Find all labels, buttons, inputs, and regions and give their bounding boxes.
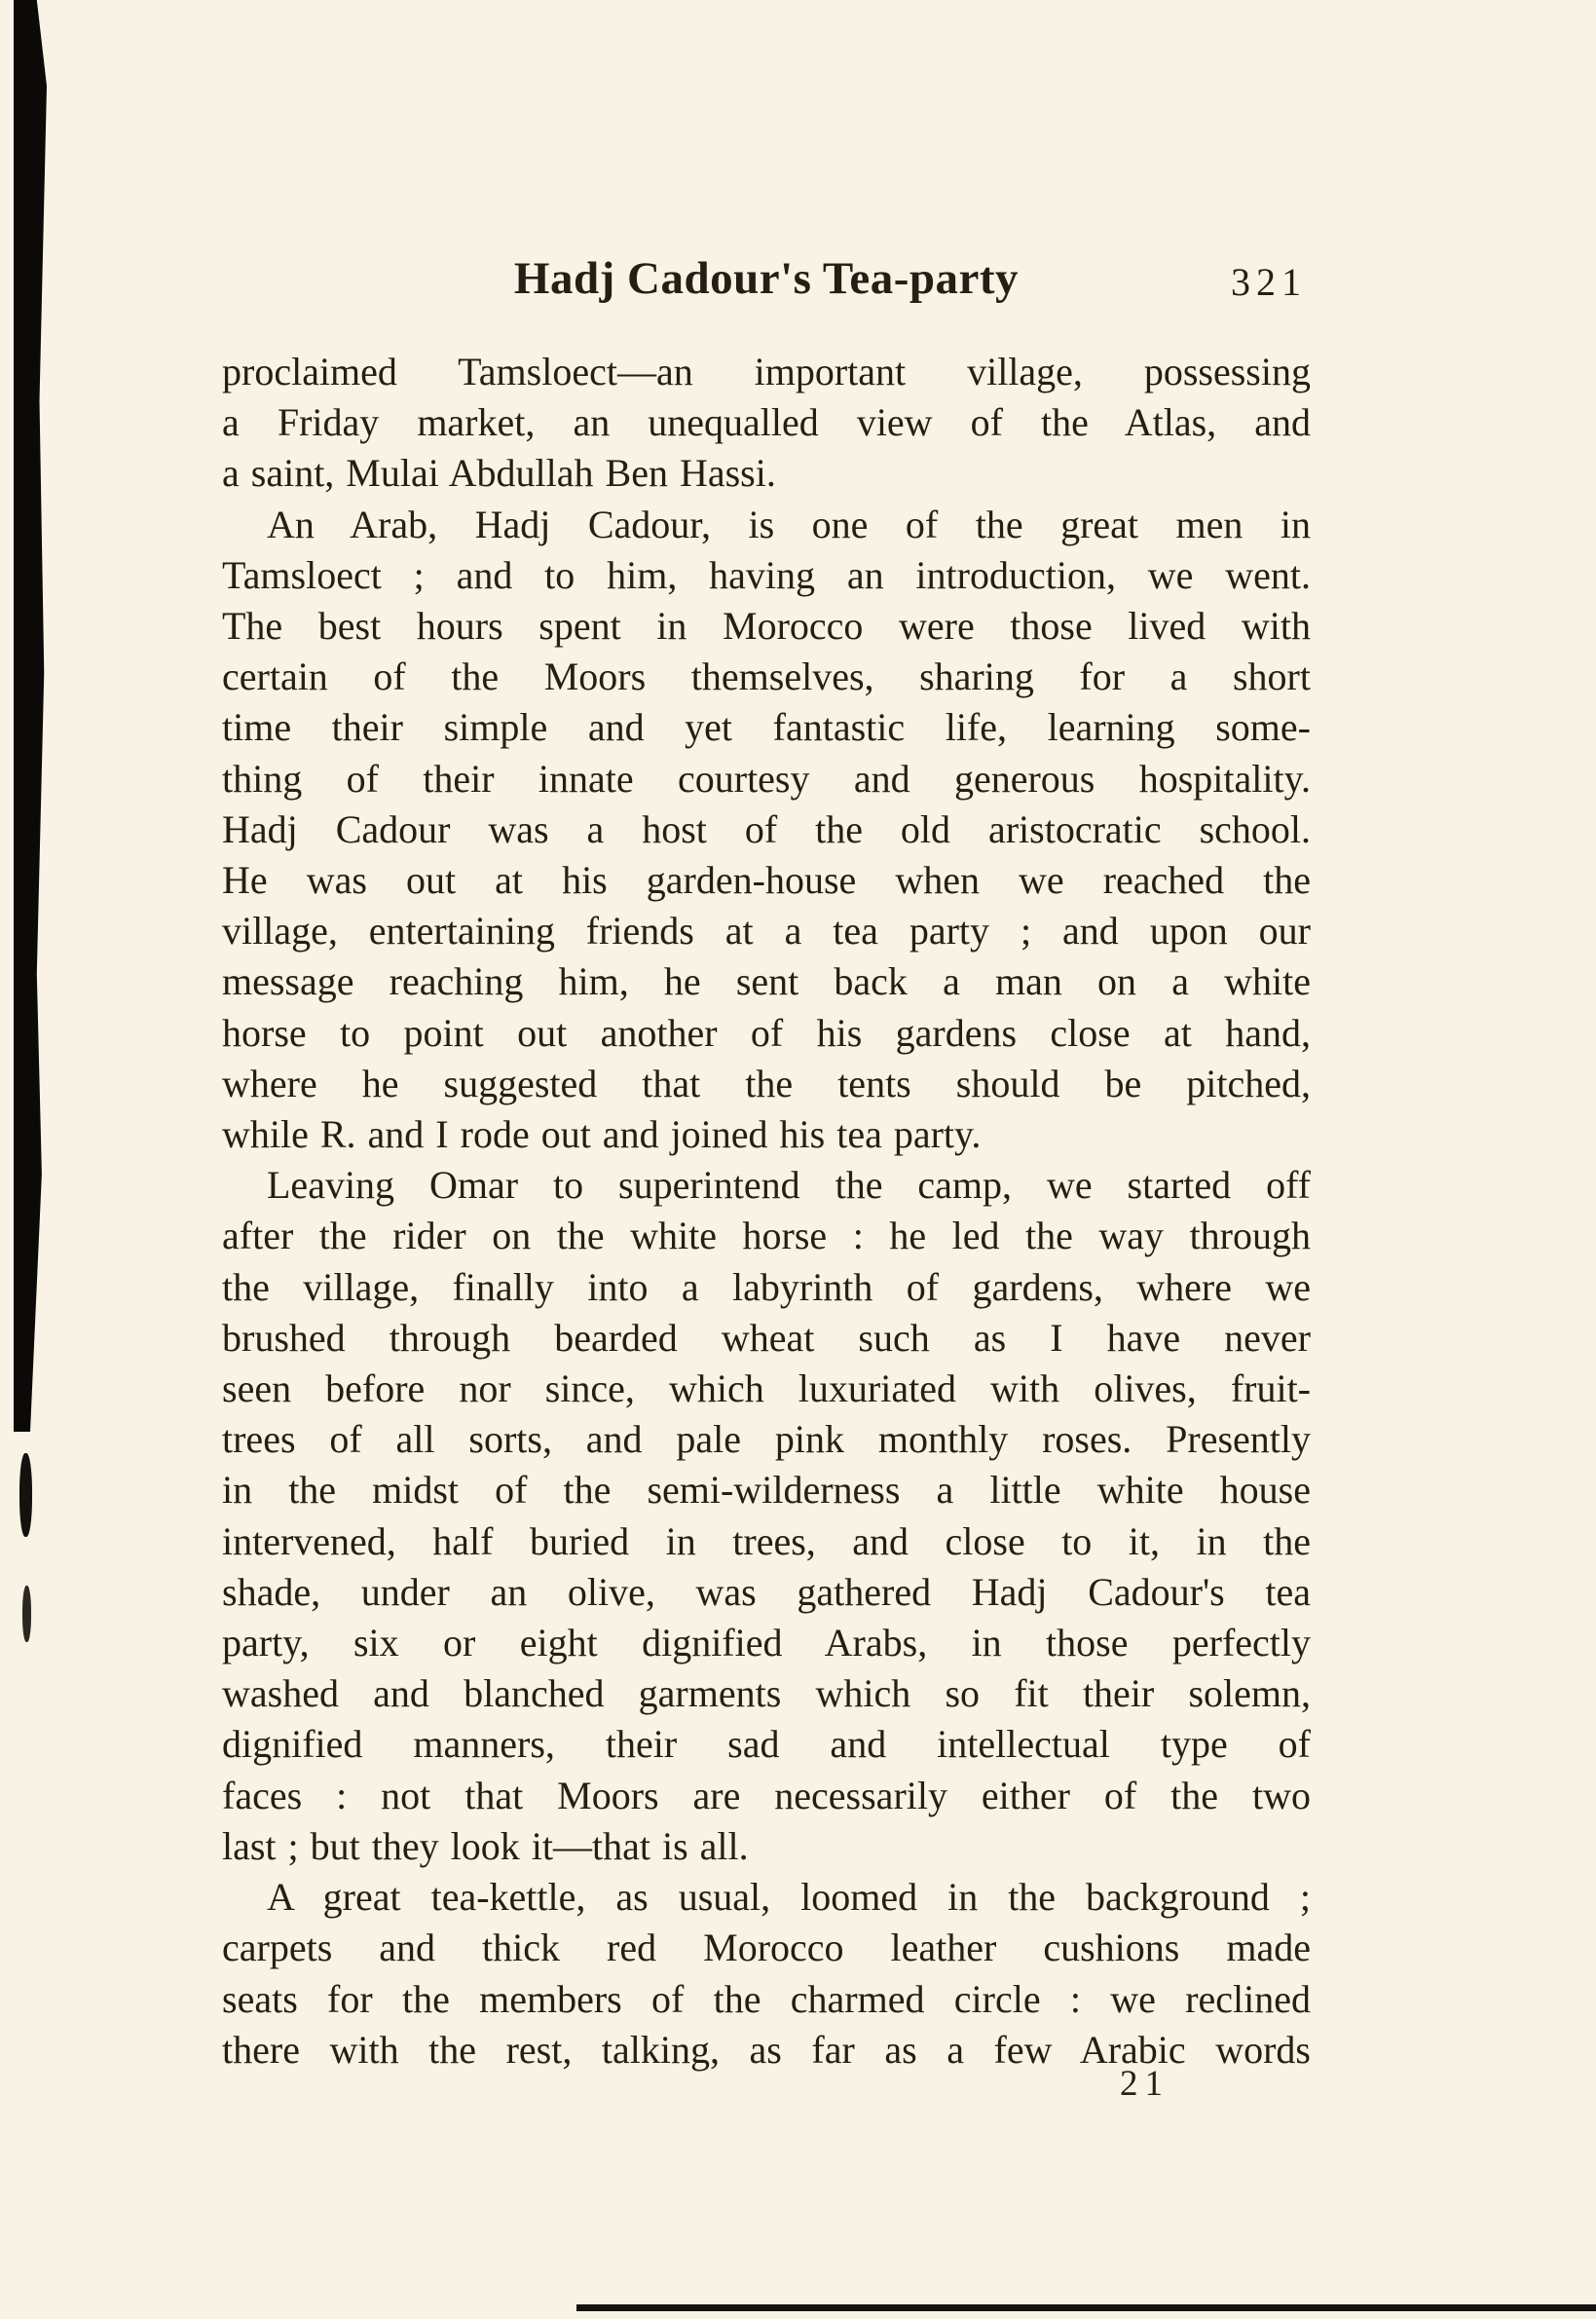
- text-line: trees of all sorts, and pale pink monthly roses. Presently: [222, 1417, 1311, 1462]
- text-line: after the rider on the white horse : he led the way through: [222, 1214, 1311, 1258]
- text-line: in the midst of the semi-wilderness a little white house: [222, 1468, 1311, 1513]
- text-line: washed and blanched garments which so fit their solemn,: [222, 1671, 1311, 1716]
- text-line: the village, finally into a labyrinth of gardens, where we: [222, 1264, 1311, 1309]
- text-line: where he suggested that the tents should be pitched,: [222, 1061, 1311, 1105]
- text-line: horse to point out another of his gardens close at hand,: [222, 1010, 1311, 1055]
- binding-shadow-fragment: [19, 1453, 32, 1537]
- text-line: thing of their innate courtesy and generous hospitality.: [222, 756, 1311, 801]
- text-line: party, six or eight dignified Arabs, in those perfectly: [222, 1621, 1311, 1665]
- text-line: He was out at his garden-house when we reached the: [222, 858, 1311, 903]
- signature-mark: 21: [1120, 2064, 1169, 2104]
- text-line: a saint, Mulai Abdullah Ben Hassi.: [222, 451, 776, 496]
- text-line: shade, under an olive, was gathered Hadj Cadour's tea: [222, 1569, 1311, 1614]
- text-column: [222, 249, 1311, 2076]
- text-line: Tamsloect ; and to him, having an introduction, we went.: [222, 552, 1311, 597]
- paragraph: [222, 1872, 1311, 2076]
- text-line: intervened, half buried in trees, and close to it, in the: [222, 1518, 1311, 1563]
- text-line: certain of the Moors themselves, sharing for a short: [222, 655, 1311, 699]
- text-line: An Arab, Hadj Cadour, is one of the great men in: [267, 502, 1311, 546]
- paragraph: [222, 347, 1311, 500]
- text-line: Leaving Omar to superintend the camp, we started off: [267, 1163, 1311, 1208]
- text-line: message reaching him, he sent back a man on a white: [222, 959, 1311, 1004]
- text-line: carpets and thick red Morocco leather cushions made: [222, 1926, 1311, 1970]
- running-title: Hadj Cadour's Tea-party: [513, 253, 1020, 304]
- binding-shadow-artifact: [14, 0, 47, 1432]
- text-line: A great tea-kettle, as usual, loomed in the background ;: [267, 1875, 1311, 1920]
- text-line: last ; but they look it—that is all.: [222, 1823, 749, 1868]
- page-header: [222, 249, 1311, 319]
- text-line: seen before nor since, which luxuriated with olives, fruit-: [222, 1366, 1311, 1411]
- page-body: [222, 347, 1311, 2076]
- text-line: a Friday market, an unequalled view of the Atlas, and: [222, 400, 1311, 445]
- paragraph: [222, 500, 1311, 1161]
- text-line: The best hours spent in Morocco were those lived with: [222, 604, 1311, 649]
- text-line: faces : not that Moors are necessarily either of the two: [222, 1773, 1311, 1817]
- paragraph: [222, 1160, 1311, 1872]
- text-line: brushed through bearded wheat such as I have never: [222, 1315, 1311, 1360]
- text-line: Hadj Cadour was a host of the old aristocratic school.: [222, 806, 1311, 851]
- text-line: seats for the members of the charmed circle : we reclined: [222, 1976, 1311, 2021]
- text-line: time their simple and yet fantastic life, learning some-: [222, 705, 1311, 750]
- text-line: proclaimed Tamsloect—an important village, possessing: [222, 350, 1311, 393]
- page-number: 321: [1231, 260, 1307, 304]
- text-line: village, entertaining friends at a tea party ; and upon our: [222, 909, 1311, 954]
- scan-edge-line-artifact: [576, 2304, 1596, 2311]
- text-line: there with the rest, talking, as far as a few Arabic words: [222, 2027, 1311, 2072]
- binding-shadow-fragment: [22, 1586, 31, 1642]
- text-line: while R. and I rode out and joined his tea party.: [222, 1112, 982, 1157]
- text-line: dignified manners, their sad and intellectual type of: [222, 1722, 1311, 1767]
